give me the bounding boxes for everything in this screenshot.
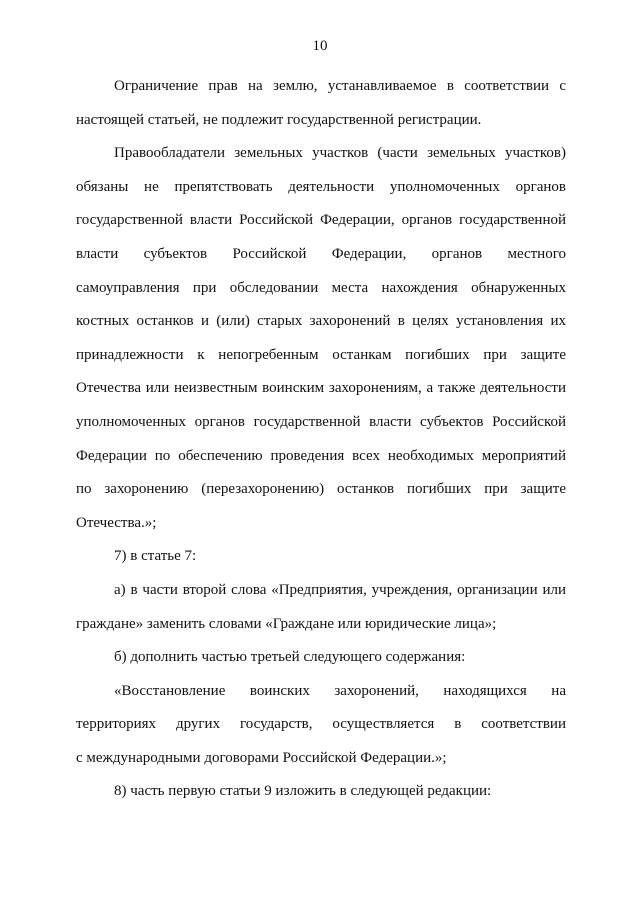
text-line: а) в части второй слова «Предприятия, учреждения, организации или xyxy=(114,581,566,598)
text-line: настоящей статьей, не подлежит государственной регистрации. xyxy=(76,111,482,128)
text-line: самоуправления при обследовании места нахождения обнаруженных xyxy=(76,279,566,296)
text-line: «Восстановление воинских захоронений, находящихся на xyxy=(114,682,566,699)
text-line: государственной власти Российской Федерации, органов государственной xyxy=(76,212,566,229)
document-body xyxy=(76,76,566,815)
text-line: Федерации по обеспечению проведения всех необходимых мероприятий xyxy=(76,447,566,464)
text-line: граждане» заменить словами «Граждане или юридические лица»; xyxy=(76,615,497,632)
text-line: Отечества.»; xyxy=(76,514,157,531)
text-line: территориях других государств, осуществляется в соответствии xyxy=(76,716,566,733)
text-line: обязаны не препятствовать деятельности уполномоченных органов xyxy=(76,178,566,195)
text-line: Правообладатели земельных участков (части земельных участков) xyxy=(114,145,566,162)
text-line: с международными договорами Российской Федерации.»; xyxy=(76,749,447,766)
text-line: костных останков и (или) старых захоронений в целях установления их xyxy=(76,313,566,330)
text-line: уполномоченных органов государственной власти субъектов Российской xyxy=(76,413,566,430)
page-number: 10 xyxy=(312,38,328,54)
text-line: 7) в статье 7: xyxy=(114,548,197,565)
text-line: Отечества или неизвестным воинским захоронениям, а также деятельности xyxy=(76,380,566,397)
text-line: по захоронению (перезахоронению) останков погибших при защите xyxy=(76,481,566,498)
text-line: б) дополнить частью третьей следующего содержания: xyxy=(114,649,466,666)
text-line: принадлежности к непогребенным останкам погибших при защите xyxy=(76,346,566,363)
text-line: 8) часть первую статьи 9 изложить в следующей редакции: xyxy=(114,783,492,800)
text-line: Ограничение прав на землю, устанавливаемое в соответствии с xyxy=(114,78,566,94)
text-line: власти субъектов Российской Федерации, органов местного xyxy=(76,245,566,262)
